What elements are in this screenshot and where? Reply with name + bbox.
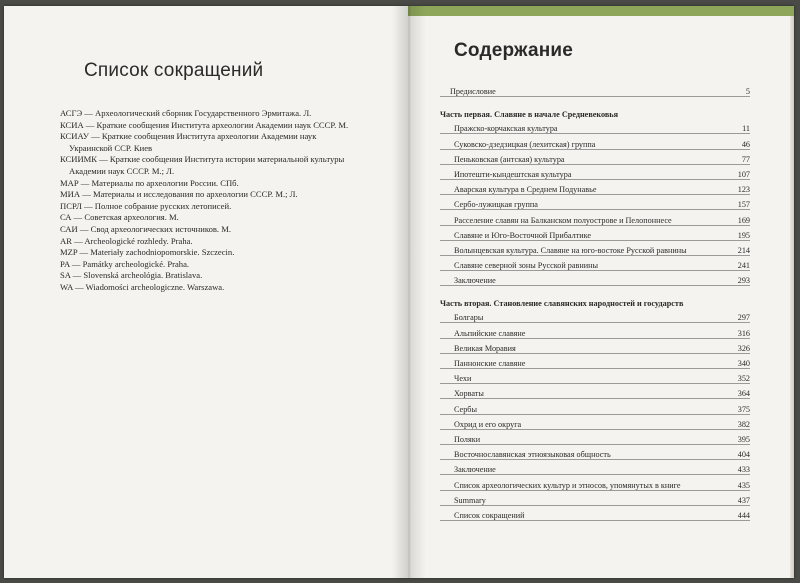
toc-entry[interactable] [440,82,750,97]
toc-entry[interactable] [440,308,750,323]
toc-entry-title: Пражско-корчакская культура [454,124,558,134]
abbreviation-item: PA — Památky archeologické. Praha. [60,258,190,269]
toc-entry-page: 433 [737,465,750,475]
toc-entry-page: 214 [737,245,750,255]
toc-entry[interactable] [440,256,750,271]
toc-entry-title: Восточнославянская этноязыковая общность [454,450,611,460]
table-of-contents [440,82,750,521]
toc-entry[interactable] [440,339,750,354]
toc-entry-title: Волынцевская культура. Славяне на юго-востоке Русской равнины [454,245,687,255]
toc-entry[interactable] [440,491,750,506]
toc-entry-title: Аварская культура в Среднем Подунавье [454,185,597,195]
toc-entry-title: Список археологических культур и этносов, упомянутых в книге [454,480,681,490]
toc-entry[interactable] [440,323,750,338]
toc-entry-title: Славяне северной зоны Русской равнины [454,261,599,271]
toc-entry-page: 395 [737,434,750,444]
cover-edge [408,6,794,16]
toc-entry-page: 404 [737,450,750,460]
book-gutter [392,6,426,578]
toc-entry-page: 107 [737,169,750,179]
toc-entry-title: Заключение [454,465,496,475]
abbreviations-title: Список сокращений [84,60,264,81]
toc-entry[interactable] [440,150,750,165]
toc-entry-title: Славяне и Юго-Восточной Прибалтике [454,230,592,240]
abbreviation-item: SA — Slovenská archeológia. Bratislava. [60,270,203,281]
toc-entry[interactable] [440,475,750,490]
toc-entry[interactable] [440,180,750,195]
toc-entry-title: Болгары [454,313,484,323]
abbreviation-item: AR — Archeologické rozhledy. Praha. [60,235,193,246]
abbreviation-item: КСИАУ — Краткие сообщения Института археологии Академии наук Украинской ССР. Киев [60,131,317,153]
toc-entry[interactable] [440,134,750,149]
abbreviation-item: КСИИМК — Краткие сообщения Института истории материальной культуры Академии наук СССР. М.; Л. [60,154,345,176]
toc-entry[interactable] [440,210,750,225]
toc-entry-title: Список сокращений [454,510,525,520]
toc-entry[interactable] [440,506,750,521]
toc-entry-page: 157 [737,200,750,210]
left-page [60,60,360,294]
toc-entry[interactable] [440,195,750,210]
contents-title: Содержание [454,40,574,61]
toc-entry-title: Ипотешти-кындештская культура [454,169,572,179]
abbreviation-item: MZP — Materiały zachodniopomorskie. Szczecin. [60,247,235,258]
toc-entry-title: Сербо-лужицкая группа [454,200,538,210]
toc-entry-page: 316 [737,328,750,338]
toc-entry-title: Пеньковская (антская) культура [454,154,565,164]
toc-entry-page: 435 [737,480,750,490]
toc-entry-page: 382 [737,419,750,429]
abbreviation-item: МИА — Материалы и исследования по археологии СССР. М.; Л. [60,189,298,200]
toc-entry-title: Расселение славян на Балканском полуострове и Пелопоннесе [454,215,672,225]
toc-entry[interactable] [440,460,750,475]
toc-entry[interactable] [440,369,750,384]
toc-entry-title: Альпийские славяне [454,328,526,338]
toc-entry-title: Паннонские славяне [454,359,526,368]
toc-entry-page: 11 [742,124,750,134]
toc-entry-page: 444 [737,510,750,520]
toc-entry-title: Сербы [454,404,477,414]
toc-entry-page: 77 [741,154,750,164]
abbreviation-item: САИ — Свод археологических источников. М. [60,223,232,234]
toc-entry-page: 340 [737,359,750,368]
toc-entry-title: Хорваты [454,389,484,399]
toc-entry-title: Предисловие [450,87,496,97]
abbreviation-item: МАР — Материалы по археологии России. СПб. [60,177,239,188]
toc-entry-title: Охрид и его округа [454,419,522,429]
toc-entry[interactable] [440,384,750,399]
toc-entry-page: 195 [737,230,750,240]
part-one-heading: Часть первая. Славяне в начале Средневековья [440,110,619,120]
toc-entry-page: 297 [737,313,750,323]
toc-entry[interactable] [440,119,750,134]
toc-entry[interactable] [440,354,750,369]
toc-entry[interactable] [440,430,750,445]
toc-entry[interactable] [440,165,750,180]
abbreviation-item: СА — Советская археология. М. [60,212,179,223]
toc-entry-page: 437 [737,495,750,505]
toc-entry[interactable] [440,399,750,414]
toc-entry-page: 293 [737,276,750,286]
toc-entry-page: 326 [737,343,750,353]
abbreviation-item: ПСРЛ — Полное собрание русских летописей. [60,200,232,211]
toc-entry-page: 46 [741,139,750,149]
toc-entry-title: Чехи [454,374,472,384]
toc-entry-title: Суковско-дзедзицкая (лехитская) группа [454,139,596,149]
toc-entry-title: Поляки [454,434,481,444]
toc-entry[interactable] [440,226,750,241]
toc-entry-page: 352 [737,374,750,384]
part-two-heading: Часть вторая. Становление славянских народностей и государств [440,299,684,309]
toc-entry-title: Заключение [454,276,496,286]
toc-entry[interactable] [440,271,750,286]
toc-entry-title: Summary [454,495,486,505]
toc-entry-page: 375 [737,404,750,414]
toc-entry-title: Великая Моравия [454,343,516,353]
abbreviation-item: КСИА — Краткие сообщения Института археологии Академии наук СССР. М. [60,119,349,130]
toc-entry-page: 5 [745,87,750,97]
toc-entry-page: 123 [737,185,750,195]
toc-entry[interactable] [440,415,750,430]
toc-entry-page: 241 [737,261,750,271]
abbreviations-list [60,108,360,294]
abbreviation-item: WA — Wiadomości archeologiczne. Warszawa. [60,281,225,292]
toc-entry-page: 364 [737,389,750,399]
toc-entry-page: 169 [737,215,750,225]
abbreviation-item: АСГЭ — Археологический сборник Государственного Эрмитажа. Л. [60,108,312,118]
toc-entry[interactable] [440,241,750,256]
page-edge [790,16,794,578]
right-page [440,40,750,521]
toc-entry[interactable] [440,445,750,460]
